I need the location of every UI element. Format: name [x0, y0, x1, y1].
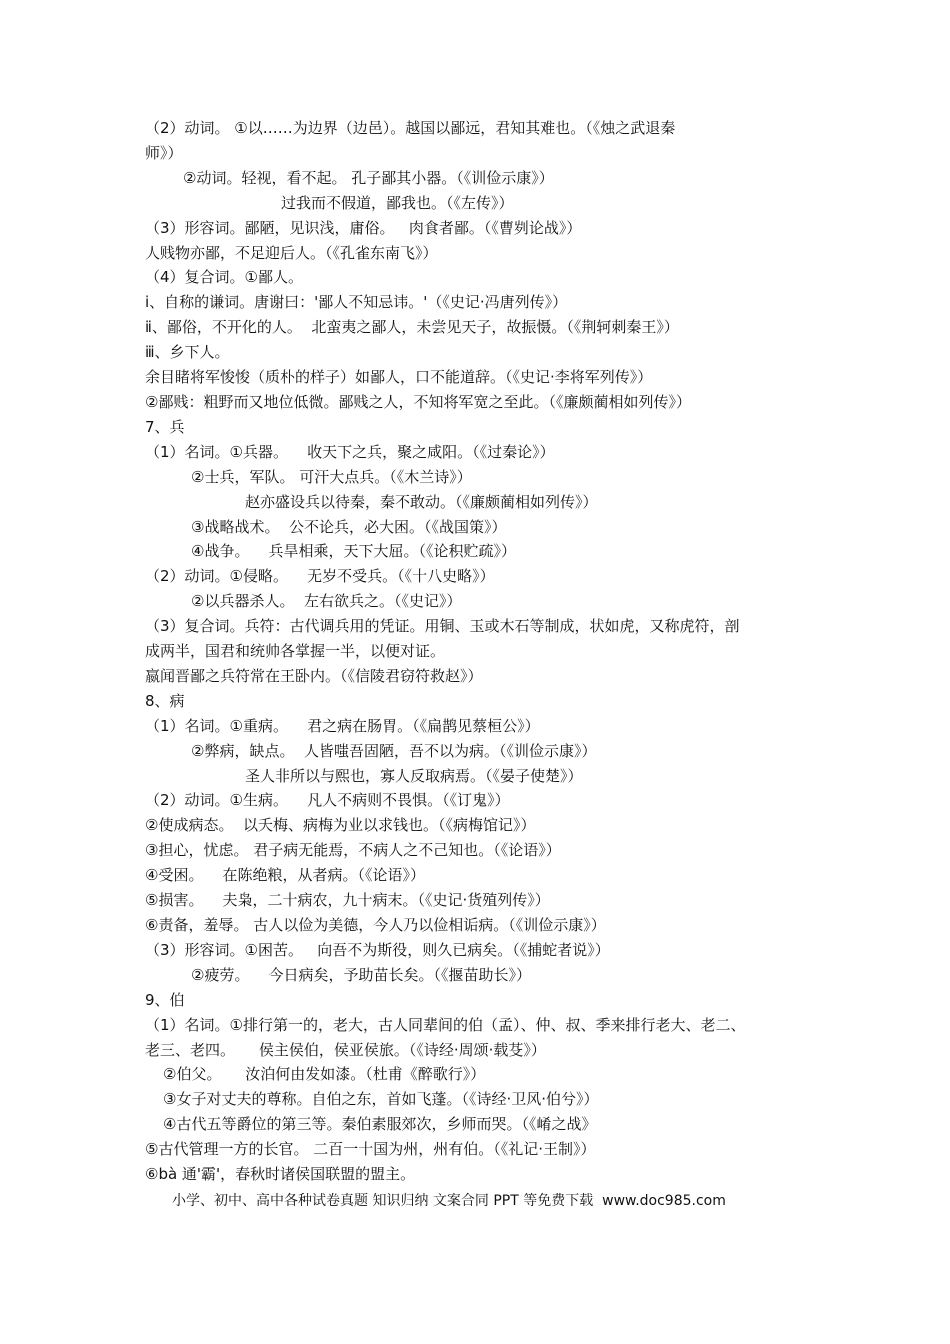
text-line: 人贱物亦鄙，不足迎后人。（《孔雀东南飞》） — [145, 243, 438, 262]
section-heading: 9、伯 — [145, 990, 185, 1009]
section-heading: 7、兵 — [145, 417, 185, 436]
text-line: ⑤古代管理一方的长官。 二百一十国为州，州有伯。（《礼记·王制》） — [145, 1140, 596, 1159]
text-line: ⅱ、鄙俗，不开化的人。 北蛮夷之鄙人，未尝见天子，故振慑。（《荆轲刺秦王》） — [145, 318, 679, 337]
text-line: 老三、老四。 侯主侯伯，侯亚侯旅。（《诗经·周颂·载芟》） — [145, 1040, 546, 1059]
text-line: ④古代五等爵位的第三等。秦伯素服郊次，乡师而哭。（《崤之战》 — [163, 1115, 597, 1134]
text-line: ②弊病，缺点。 人皆嗤吾固陋，吾不以为病。（《训俭示康》） — [191, 741, 597, 760]
text-line: （4）复合词。①鄙人。 — [145, 268, 303, 287]
text-line: 成两半，国君和统帅各掌握一半，以便对证。 — [145, 642, 446, 661]
text-line: 嬴闻晋鄙之兵符常在王卧内。（《信陵君窃符救赵》） — [145, 666, 483, 685]
text-line: ②士兵，军队。 可汗大点兵。（《木兰诗》） — [191, 467, 472, 486]
text-line: （2）动词。①生病。 凡人不病则不畏惧。（《订鬼》） — [145, 791, 510, 810]
text-line: 过我而不假道，鄙我也。（《左传》） — [281, 193, 514, 212]
text-line: ③担心，忧虑。 君子病无能焉，不病人之不己知也。（《论语》） — [145, 841, 561, 860]
text-line: ④受困。 在陈绝粮，从者病。（《论语》） — [145, 866, 426, 885]
text-line: （3）形容词。①困苦。 向吾不为斯役，则久已病矣。（《捕蛇者说》） — [145, 940, 610, 959]
text-line: ⅰ、自称的谦词。唐谢曰：'鄙人不知忌讳。'（《史记·冯唐列传》） — [145, 293, 568, 312]
text-line: （3）复合词。兵符：古代调兵用的凭证。用铜、玉或木石等制成，状如虎，又称虎符，剖 — [145, 617, 740, 636]
text-line: 圣人非所以与熙也，寡人反取病焉。（《晏子使楚》） — [245, 766, 583, 785]
text-line: ②疲劳。 今日病矣，予助苗长矣。（《揠苗助长》） — [191, 965, 532, 984]
text-line: 赵亦盛设兵以待秦，秦不敢动。（《廉颇蔺相如列传》） — [245, 492, 598, 511]
text-line: ③战略战术。 公不论兵，必大困。（《战国策》） — [191, 517, 507, 536]
text-line: （1）名词。①重病。 君之病在肠胃。（《扁鹊见蔡桓公》） — [145, 716, 540, 735]
text-line: ②以兵器杀人。 左右欲兵之。（《史记》） — [191, 592, 462, 611]
text-line: ②伯父。 汝泊何由发如漆。（杜甫《醉歌行》） — [163, 1065, 486, 1084]
text-line: ⅲ、乡下人。 — [145, 343, 230, 362]
text-line: 师》） — [145, 143, 183, 162]
text-line: （2）动词。①侵略。 无岁不受兵。（《十八史略》） — [145, 567, 495, 586]
text-line: 余目睹将军悛悛（质朴的样子）如鄙人，口不能道辞。（《史记·李将军列传》） — [145, 368, 653, 387]
text-line: ②动词。轻视，看不起。 孔子鄙其小器。（《训俭示康》） — [183, 168, 554, 187]
page-footer: 小学、初中、高中各种试卷真题 知识归纳 文案合同 PPT 等免费下载 www.doc985.com — [172, 1193, 726, 1209]
section-heading: 8、病 — [145, 691, 185, 710]
text-line: ②使成病态。 以夭梅、病梅为业以求钱也。（《病梅馆记》） — [145, 816, 536, 835]
text-line: （1）名词。①兵器。 收天下之兵，聚之咸阳。（《过秦论》） — [145, 442, 555, 461]
text-line: ④战争。 兵旱相乘，天下大屈。（《论积贮疏》） — [191, 542, 517, 561]
text-line: ⑤损害。 夫枭，二十病农，九十病末。（《史记·货殖列传》） — [145, 891, 550, 910]
text-line: （2）动词。 ①以……为边界（边邑）。越国以鄙远，君知其难也。（《烛之武退秦 — [145, 119, 676, 137]
text-line: ⑥bà 通'霸'，春秋时诸侯国联盟的盟主。 — [145, 1165, 416, 1184]
text-line: （1）名词。①排行第一的，老大，古人同辈间的伯（孟）、仲、叔、季来排行老大、老二、 — [145, 1015, 746, 1034]
text-line: ⑥责备，羞辱。 古人以俭为美德，今人乃以俭相诟病。（《训俭示康》） — [145, 916, 606, 934]
document-body — [145, 116, 815, 1187]
text-line: ③女子对丈夫的尊称。自伯之东，首如飞蓬。（《诗经·卫风·伯兮》） — [163, 1090, 599, 1109]
text-line: ②鄙贱：粗野而又地位低微。鄙贱之人，不知将军宽之至此。（《廉颇蔺相如列传》） — [145, 392, 691, 411]
text-line: （3）形容词。鄙陋，见识浅，庸俗。 肉食者鄙。（《曹刿论战》） — [145, 218, 582, 237]
